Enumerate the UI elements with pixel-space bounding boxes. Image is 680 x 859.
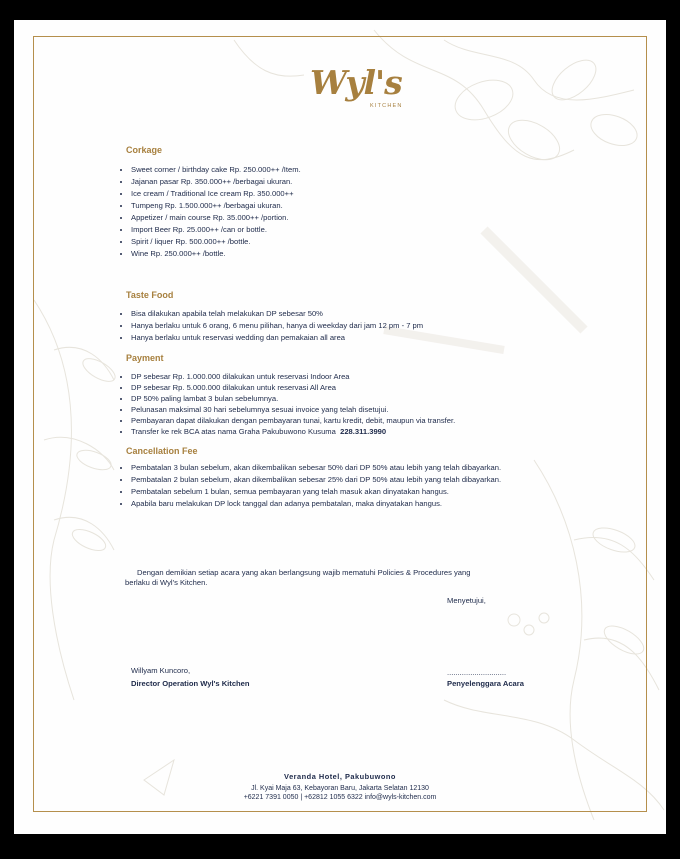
list-item: • Sweet corner / birthday cake Rp. 250.000++ /Item. (131, 164, 581, 176)
list-item: • DP 50% paling lambat 3 bulan sebelumnya. (131, 393, 581, 404)
taste-food-list (119, 308, 581, 344)
cancellation-heading: Cancellation Fee (126, 446, 198, 456)
list-item: • Jajanan pasar Rp. 350.000++ /berbagai ukuran. (131, 176, 581, 188)
cancellation-list (119, 462, 581, 510)
corkage-heading: Corkage (126, 145, 163, 155)
account-number: 228.311.3990 (340, 427, 387, 436)
footer-venue: Veranda Hotel, Pakubuwono (284, 772, 396, 781)
logo-subtitle: KITCHEN (370, 103, 403, 109)
list-item: • Pembatalan sebelum 1 bulan, semua pembayaran yang telah masuk akan dinyatakan hangus. (131, 486, 581, 498)
list-item: • Wine Rp. 250.000++ /bottle. (131, 248, 581, 260)
list-item: • Apabila baru melakukan DP lock tanggal dan adanya pembatalan, maka dinyatakan hangus. (131, 498, 581, 510)
list-item: • Appetizer / main course Rp. 35.000++ /portion. (131, 212, 581, 224)
agreement-label: Menyetujui, (447, 596, 486, 605)
list-item: • Pembatalan 2 bulan sebelum, akan dikembalikan sebesar 25% dari DP 50% atau lebih yang telah dibayarkan. (131, 474, 581, 486)
corkage-list (119, 164, 581, 260)
signatory-name: Willyam Kuncoro, (131, 666, 191, 675)
list-item: • Tumpeng Rp. 1.500.000++ /berbagai ukuran. (131, 200, 581, 212)
signature-line: ............................ (447, 668, 507, 677)
signatory-title: Director Operation Wyl's Kitchen (131, 679, 250, 688)
list-item: • Ice cream / Traditional Ice cream Rp. 350.000++ (131, 188, 581, 200)
list-item: • Bisa dilakukan apabila telah melakukan DP sebesar 50% (131, 308, 581, 320)
logo-script: Wyl's (310, 63, 402, 102)
transfer-text: Transfer ke rek BCA atas nama Graha Pakubuwono Kusuma (131, 427, 336, 436)
closing-line-2: berlaku di Wyl's Kitchen. (125, 578, 208, 587)
list-item (131, 426, 581, 437)
list-item: • Hanya berlaku untuk 6 orang, 6 menu pilihan, hanya di weekday dari jam 12 pm - 7 pm (131, 320, 581, 332)
wyls-kitchen-logo (310, 63, 410, 116)
document-page (14, 20, 666, 834)
payment-heading: Payment (126, 353, 164, 363)
payment-list (119, 371, 581, 437)
list-item: • Pembayaran dapat dilakukan dengan pembayaran tunai, kartu kredit, debit, maupun via transfer. (131, 415, 581, 426)
footer-address: Jl. Kyai Maja 63, Kebayoran Baru, Jakarta Selatan 12130 (251, 785, 429, 792)
taste-food-heading: Taste Food (126, 290, 174, 300)
organizer-title: Penyelenggara Acara (447, 679, 524, 688)
list-item: • Pelunasan maksimal 30 hari sebelumnya sesuai invoice yang telah disetujui. (131, 404, 581, 415)
list-item: • Import Beer Rp. 25.000++ /can or bottle. (131, 224, 581, 236)
closing-line-1: Dengan demikian setiap acara yang akan berlangsung wajib mematuhi Policies & Procedures yang (137, 568, 471, 577)
list-item: • DP sebesar Rp. 1.000.000 dilakukan untuk reservasi Indoor Area (131, 371, 581, 382)
list-item: • Hanya berlaku untuk reservasi wedding dan pemakaian all area (131, 332, 581, 344)
list-item: • Spirit / liquer Rp. 500.000++ /bottle. (131, 236, 581, 248)
footer-contact: +6221 7391 0050 | +62812 1055 6322 info@wyls-kitchen.com (243, 794, 437, 801)
list-item: • Pembatalan 3 bulan sebelum, akan dikembalikan sebesar 50% dari DP 50% atau lebih yang telah dibayarkan. (131, 462, 581, 474)
list-item: • DP sebesar Rp. 5.000.000 dilakukan untuk reservasi All Area (131, 382, 581, 393)
